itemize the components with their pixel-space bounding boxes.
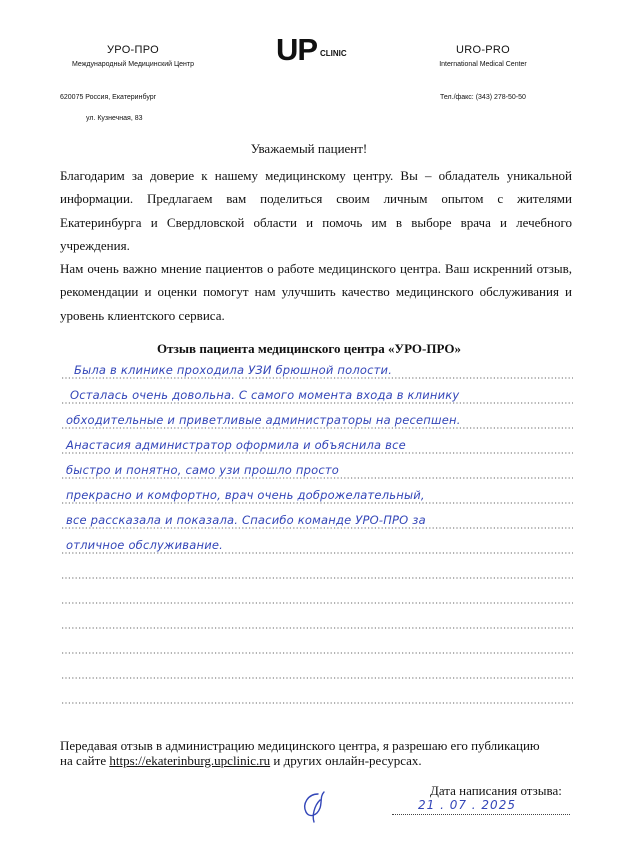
signature-scribble: [298, 788, 332, 824]
review-line: обходительные и приветливые администраторы на ресепшен.: [66, 413, 461, 427]
review-line: Была в клинике проходила УЗИ брюшной полости.: [74, 363, 393, 377]
clinic-name-en: URO-PRO: [455, 44, 511, 56]
logo-sub-text: CLINIC: [320, 49, 347, 58]
review-line: Осталась очень довольна. С самого момента входа в клинику: [70, 388, 460, 402]
address-line-1: 620075 Россия, Екатеринбург: [60, 94, 157, 101]
consent-suffix: и других онлайн-ресурсах.: [270, 753, 422, 768]
publication-consent: [60, 738, 540, 768]
date-label: Дата написания отзыва:: [430, 783, 562, 798]
clinic-subtitle-ru: Международный Медицинский Центр: [71, 61, 194, 68]
intro-paragraph-2: Нам очень важно мнение пациентов о работе медицинского центра. Ваш искренний отзыв, рекомендации и оценки помогут нам улучшить качество медицинского обслуживания и уровень клиентского сервиса.: [60, 261, 572, 323]
consent-prefix: на сайте: [60, 753, 110, 768]
clinic-logo: [272, 32, 372, 72]
review-line: быстро и понятно, само узи прошло просто: [66, 463, 339, 477]
date-value: 21 . 07 . 2025: [418, 798, 516, 812]
review-line: Анастасия администратор оформила и объяснила все: [66, 438, 406, 452]
clinic-name-ru: УРО-ПРО: [107, 44, 159, 56]
greeting: Уважаемый пациент!: [250, 141, 368, 156]
header-right-block: [408, 44, 558, 68]
review-line: прекрасно и комфортно, врач очень доброжелательный,: [66, 488, 425, 502]
intro-paragraph-1: Благодарим за доверие к нашему медицинскому центру. Вы – обладатель уникальной информации. Предлагаем вам поделиться своим личным опытом с жителями Екатеринбурга и Свердловской области и помочь им в выборе врача и лечебного учреждения.: [60, 168, 572, 253]
logo-main-text: UP: [276, 32, 318, 67]
review-line: все рассказала и показала. Спасибо команде УРО-ПРО за: [66, 513, 426, 527]
date-underline: [392, 814, 570, 815]
review-form-title: Отзыв пациента медицинского центра «УРО-ПРО»: [157, 341, 461, 356]
phone-fax: Тел./факс: (343) 278-50-50: [440, 94, 526, 101]
consent-line-1: Передавая отзыв в администрацию медицинского центра, я разрешаю его публикацию: [60, 738, 540, 753]
header-left-block: [48, 44, 218, 68]
website-link[interactable]: https://ekaterinburg.upclinic.ru: [109, 753, 271, 768]
clinic-subtitle-en: International Medical Center: [439, 61, 527, 68]
consent-line-2: [60, 753, 540, 768]
review-line: отличное обслуживание.: [66, 538, 224, 552]
address-line-2: ул. Кузнечная, 83: [86, 115, 143, 122]
